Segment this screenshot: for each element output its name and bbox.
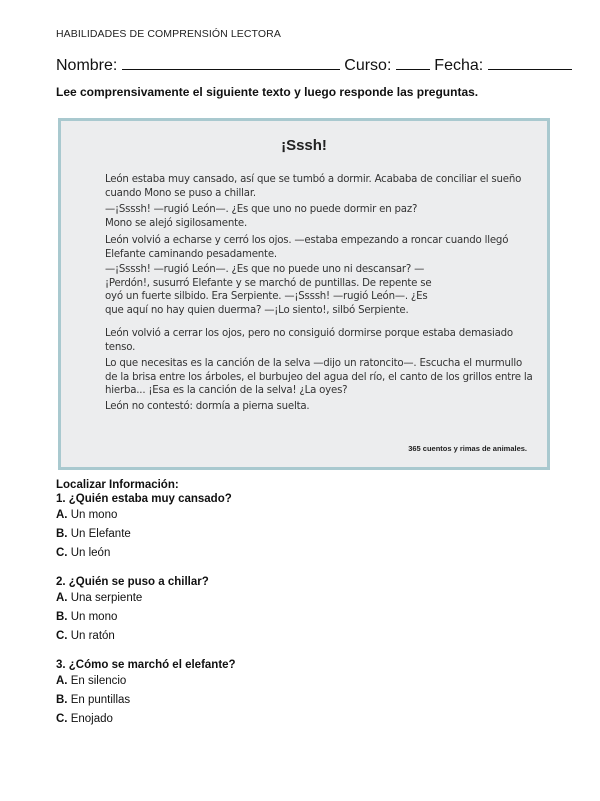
story-paragraph: León volvió a echarse y cerró los ojos. —estaba empezando a roncar cuando llegó Elefante caminando pesadamente. <box>105 235 509 260</box>
date-blank[interactable] <box>488 55 572 70</box>
question-1 <box>56 492 556 563</box>
questions-section <box>56 478 556 741</box>
course-blank[interactable] <box>396 55 430 70</box>
worksheet-header: HABILIDADES DE COMPRENSIÓN LECTORA <box>56 28 281 40</box>
instructions: Lee comprensivamente el siguiente texto y luego responde las preguntas. <box>56 85 479 99</box>
story-paragraph: León volvió a cerrar los ojos, pero no consiguió dormirse porque estaba demasiado tenso. <box>105 328 513 353</box>
option-b[interactable]: B. Un Elefante <box>56 528 131 540</box>
story-source: 365 cuentos y rimas de animales. <box>408 444 527 453</box>
story-paragraph: León no contestó: dormía a pierna suelta. <box>105 401 310 412</box>
section-title: Localizar Información: <box>56 479 179 491</box>
story-title: ¡Sssh! <box>281 137 327 154</box>
question-title: 1. ¿Quién estaba muy cansado? <box>56 493 232 505</box>
story-paragraph: —¡Ssssh! —rugió León—. ¿Es que no puede uno ni descansar? —¡Perdón!, susurró Elefante y se marchó de puntillas. De repente se oyó un fuerte silbido. Era Serpiente. —¡Ssssh! —rugió León—. ¿Es que aquí no hay quien duerma? —¡Lo siento!, silbó Serpiente. <box>105 264 432 316</box>
course-label: Curso: <box>344 57 392 74</box>
question-title: 3. ¿Cómo se marchó el elefante? <box>56 659 236 671</box>
option-a[interactable]: A. En silencio <box>56 675 127 687</box>
option-c[interactable]: C. Enojado <box>56 713 113 725</box>
option-b[interactable]: B. Un mono <box>56 611 118 623</box>
question-3 <box>56 658 556 729</box>
option-c[interactable]: C. Un ratón <box>56 630 115 642</box>
option-b[interactable]: B. En puntillas <box>56 694 131 706</box>
story-paragraph: —¡Ssssh! —rugió León—. ¿Es que uno no puede dormir en paz? Mono se alejó sigilosamente. <box>105 204 418 229</box>
option-c[interactable]: C. Un león <box>56 547 111 559</box>
option-a[interactable]: A. Un mono <box>56 509 118 521</box>
name-label: Nombre: <box>56 57 118 74</box>
option-a[interactable]: A. Una serpiente <box>56 592 143 604</box>
date-label: Fecha: <box>434 57 484 74</box>
story-panel <box>58 118 550 470</box>
story-paragraph: Lo que necesitas es la canción de la selva —dijo un ratoncito—. Escucha el murmullo de la brisa entre los árboles, el burbujeo del agua del río, el canto de los grillos entre la hierba... ¡Esa es la canción de la selva! ¿La oyes? <box>105 358 533 397</box>
name-blank[interactable] <box>122 55 340 70</box>
question-title: 2. ¿Quién se puso a chillar? <box>56 576 209 588</box>
student-info-line <box>56 55 546 75</box>
question-2 <box>56 575 556 646</box>
story-paragraph: León estaba muy cansado, así que se tumbó a dormir. Acababa de conciliar el sueño cuando Mono se puso a chillar. <box>105 174 522 199</box>
